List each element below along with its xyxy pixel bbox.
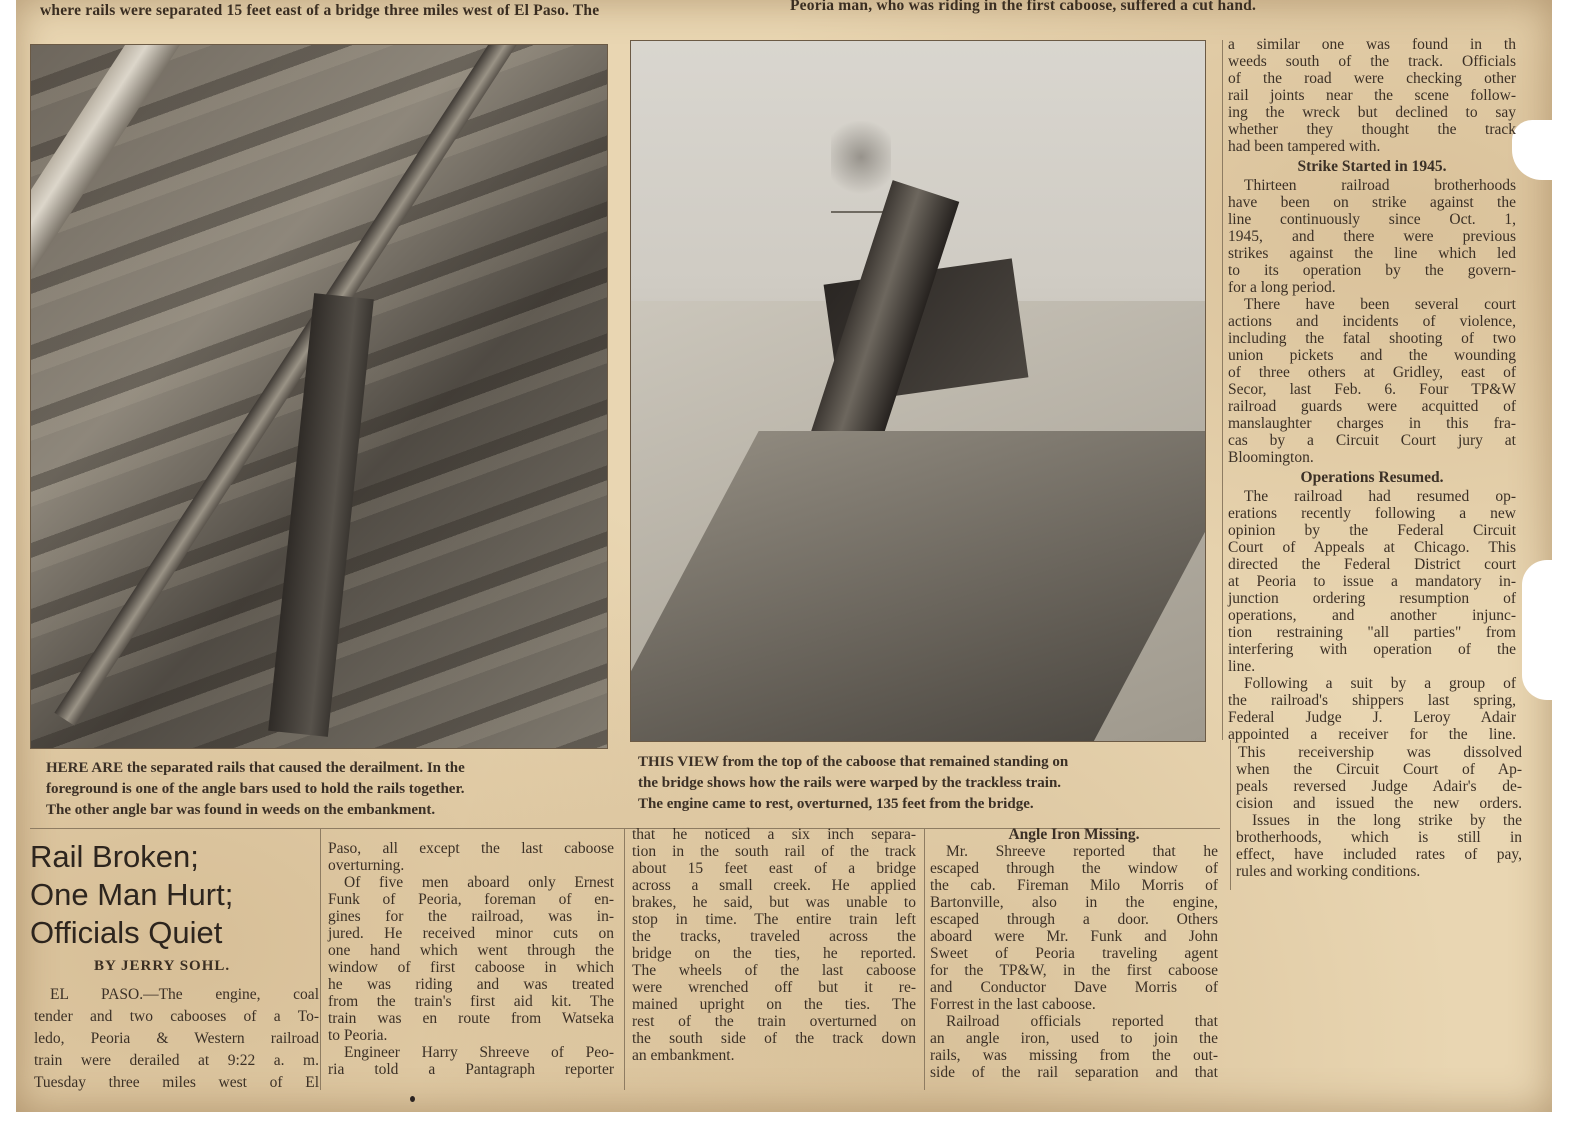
text-line: junction ordering resumption of <box>1228 590 1516 607</box>
text-line: for a long period. <box>1228 279 1336 296</box>
text-line: appointed a receiver for the line. <box>1228 726 1516 743</box>
text-line: Funk of Peoria, foreman of en- <box>328 891 614 908</box>
text-line: to its operation by the govern- <box>1228 262 1516 279</box>
text-line: cas by a Circuit Court jury at <box>1228 432 1516 449</box>
text-line: Thirteen railroad brotherhoods <box>1244 177 1516 194</box>
headline <box>30 838 233 952</box>
text-line: Engineer Harry Shreeve of Peo- <box>344 1044 614 1061</box>
text-line: Following a suit by a group of <box>1244 675 1516 692</box>
text-line: train was en route from Watseka <box>328 1010 614 1027</box>
text-line: Sweet of Peoria traveling agent <box>930 945 1218 962</box>
text-line: brakes, he said, but was unable to <box>632 894 916 911</box>
text-line: ing the wreck but declined to say <box>1228 104 1516 121</box>
photo-right-caption <box>638 752 1068 815</box>
headline-line: Officials Quiet <box>30 915 223 950</box>
top-text-left: where rails were separated 15 feet east of a bridge three miles west of El Paso. The <box>40 2 600 19</box>
torn-edge <box>1512 120 1552 180</box>
article-column-5 <box>1228 36 1516 743</box>
text-line: Bartonville, also in the engine, <box>930 894 1218 911</box>
text-line: Court of Appeals at Chicago. This <box>1228 539 1516 556</box>
photo-left-caption <box>46 758 465 821</box>
subheading: Strike Started in 1945. <box>1297 158 1447 175</box>
text-line: Paso, all except the last caboose <box>328 840 614 857</box>
caption-line: HERE ARE the separated rails that caused the derailment. In the <box>46 760 465 776</box>
text-line: the cab. Fireman Milo Morris of <box>930 877 1218 894</box>
text-line: Tuesday three miles west of El <box>34 1074 319 1091</box>
column-rule <box>320 828 321 1090</box>
text-line: have been on strike against the <box>1228 194 1516 211</box>
photo-separated-rails <box>30 44 608 749</box>
caption-line: The other angle bar was found in weeds on the embankment. <box>46 802 436 818</box>
text-line: bridge on the ties, he reported. <box>632 945 916 962</box>
torn-edge <box>1522 560 1552 700</box>
tree <box>831 121 891 213</box>
text-line: window of first caboose in which <box>328 959 614 976</box>
text-line: were wrenched off but it re- <box>632 979 916 996</box>
text-line: union pickets and the wounding <box>1228 347 1516 364</box>
text-line: ria told a Pantagraph reporter <box>328 1061 614 1078</box>
text-line: Secor, last Feb. 6. Four TP&W <box>1228 381 1516 398</box>
text-line: to Peoria. <box>328 1027 388 1044</box>
text-line: tion in the south rail of the track <box>632 843 916 860</box>
text-line: Issues in the long strike by the <box>1252 812 1522 829</box>
text-line: and Conductor Dave Morris of <box>930 979 1218 996</box>
text-line: about 15 feet east of a bridge <box>632 860 916 877</box>
text-line: stop in time. The entire train left <box>632 911 916 928</box>
text-line: side of the rail separation and that <box>930 1064 1218 1081</box>
text-line: of three others at Gridley, east of <box>1228 364 1516 381</box>
subheading: Operations Resumed. <box>1300 469 1444 486</box>
text-line: tender and two cabooses of a To- <box>34 1008 319 1025</box>
text-line: from the train's first aid kit. The <box>328 993 614 1010</box>
text-line: 1945, and there were previous <box>1228 228 1516 245</box>
text-line: had been tampered with. <box>1228 138 1381 155</box>
article-column-2 <box>328 840 614 1078</box>
text-line: Forrest in the last caboose. <box>930 996 1096 1013</box>
text-line: rails, was missing from the out- <box>930 1047 1218 1064</box>
text-line: the tracks, traveled across the <box>632 928 916 945</box>
text-line: interfering with operation of the <box>1228 641 1516 658</box>
text-line: when the Circuit Court of Ap- <box>1236 761 1522 778</box>
text-line: whether they thought the track <box>1228 121 1516 138</box>
text-line: manslaughter charges in this fra- <box>1228 415 1516 432</box>
text-line: brotherhoods, which is still in <box>1236 829 1522 846</box>
text-line: at Peoria to issue a mandatory in- <box>1228 573 1516 590</box>
article-column-3 <box>632 826 916 1064</box>
text-line: the railroad's shippers last spring, <box>1228 692 1516 709</box>
rail <box>30 44 190 718</box>
subheading: Angle Iron Missing. <box>1008 826 1140 843</box>
text-line: including the fatal shooting of two <box>1228 330 1516 347</box>
article-column-4 <box>930 826 1218 1081</box>
text-line: This receivership was dissolved <box>1238 744 1522 761</box>
top-text-right: Peoria man, who was riding in the first caboose, suffered a cut hand. <box>790 0 1257 14</box>
text-line: railroad guards were acquitted of <box>1228 398 1516 415</box>
text-line: line continuously since Oct. 1, <box>1228 211 1516 228</box>
text-line: rest of the train overturned on <box>632 1013 916 1030</box>
text-line: an angle iron, used to join the <box>930 1030 1218 1047</box>
text-line: peals reversed Judge Adair's de- <box>1236 778 1522 795</box>
caption-line: foreground is one of the angle bars used to hold the rails together. <box>46 781 465 797</box>
text-line: effect, have included rates of pay, <box>1236 846 1522 863</box>
column-rule <box>624 828 625 1090</box>
text-line: a similar one was found in th <box>1228 36 1516 53</box>
text-line: Federal Judge J. Leroy Adair <box>1228 709 1516 726</box>
text-line: one hand which went through the <box>328 942 614 959</box>
text-line: directed the Federal District court <box>1228 556 1516 573</box>
text-line: that he noticed a six inch separa- <box>632 826 916 843</box>
text-line: operations, and another injunc- <box>1228 607 1516 624</box>
text-line: rules and working conditions. <box>1236 863 1421 880</box>
text-line: overturning. <box>328 857 405 874</box>
text-line: ledo, Peoria & Western railroad <box>34 1030 319 1047</box>
text-line: across a small creek. He applied <box>632 877 916 894</box>
text-line: Bloomington. <box>1228 449 1314 466</box>
photo-bridge-view <box>630 40 1206 742</box>
text-line: erations recently following a new <box>1228 505 1516 522</box>
text-line: cision and issued the new orders. <box>1236 795 1522 812</box>
caption-line: The engine came to rest, overturned, 135 feet from the bridge. <box>638 796 1034 812</box>
text-line: Mr. Shreeve reported that he <box>946 843 1218 860</box>
text-line: Railroad officials reported that <box>946 1013 1218 1030</box>
text-line: The railroad had resumed op- <box>1244 488 1516 505</box>
text-line: of the road were checking other <box>1228 70 1516 87</box>
text-line: line. <box>1228 658 1256 675</box>
text-line: tion restraining "all parties" from <box>1228 624 1516 641</box>
text-line: escaped through the window of <box>930 860 1218 877</box>
article-column-1 <box>34 984 319 1094</box>
text-line: he was riding and was treated <box>328 976 614 993</box>
text-line: an embankment. <box>632 1047 735 1064</box>
text-line: EL PASO.—The engine, coal <box>50 986 319 1003</box>
text-line: strikes against the line which led <box>1228 245 1516 262</box>
headline-line: One Man Hurt; <box>30 877 234 912</box>
text-line: mained upright on the ties. The <box>632 996 916 1013</box>
text-line: Of five men aboard only Ernest <box>344 874 614 891</box>
caption-line: THIS VIEW from the top of the caboose that remained standing on <box>638 754 1069 770</box>
byline: BY JERRY SOHL. <box>94 958 231 974</box>
text-line: aboard were Mr. Funk and John <box>930 928 1218 945</box>
article-column-6 <box>1236 744 1522 880</box>
column-rule <box>924 828 925 1090</box>
text-line: There have been several court <box>1244 296 1516 313</box>
text-line: jured. He received minor cuts on <box>328 925 614 942</box>
column-rule <box>1222 40 1223 740</box>
text-line: for the TP&W, in the first caboose <box>930 962 1218 979</box>
text-line: actions and incidents of violence, <box>1228 313 1516 330</box>
text-line: opinion by the Federal Circuit <box>1228 522 1516 539</box>
text-line: train were derailed at 9:22 a. m. <box>34 1052 319 1069</box>
caption-line: the bridge shows how the rails were warped by the trackless train. <box>638 775 1062 791</box>
ink-spot <box>410 1096 415 1102</box>
text-line: escaped through a door. Others <box>930 911 1218 928</box>
column-rule <box>1230 740 1231 890</box>
headline-line: Rail Broken; <box>30 839 199 874</box>
text-line: the south side of the track down <box>632 1030 916 1047</box>
text-line: weeds south of the track. Officials <box>1228 53 1516 70</box>
text-line: The wheels of the last caboose <box>632 962 916 979</box>
text-line: gines for the railroad, was in- <box>328 908 614 925</box>
text-line: rail joints near the scene follow- <box>1228 87 1516 104</box>
